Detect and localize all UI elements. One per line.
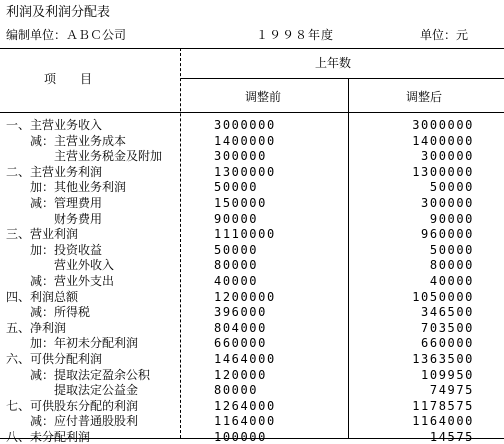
value-before-adjustment: 300000 xyxy=(214,149,267,164)
value-after-adjustment: 1178575 xyxy=(412,398,474,413)
row-label: 财务费用 xyxy=(6,211,103,226)
company-name: 编制单位：ＡＢＣ公司 xyxy=(6,28,127,42)
row-label: 加：年初未分配利润 xyxy=(6,336,139,351)
after-adjustment-header: 调整后 xyxy=(406,90,443,104)
row-label: 加：投资收益 xyxy=(6,242,103,257)
value-column-divider xyxy=(348,78,349,438)
value-before-adjustment: 660000 xyxy=(214,336,267,351)
label-column-divider xyxy=(180,48,181,438)
row-label: 减：主营业务成本 xyxy=(6,133,127,148)
report-year: １９９８年度 xyxy=(256,28,335,42)
row-label: 七、可供股东分配的利润 xyxy=(6,398,139,413)
row-label: 营业外收入 xyxy=(6,258,115,273)
row-label: 加：其他业务利润 xyxy=(6,180,127,195)
value-after-adjustment: 1300000 xyxy=(412,164,474,179)
value-after-adjustment: 300000 xyxy=(421,196,474,210)
value-before-adjustment: 1264000 xyxy=(214,398,276,413)
row-label: 减：提取法定盈余公积 xyxy=(6,367,151,382)
row-label: 二、主营业务利润 xyxy=(6,164,103,179)
value-before-adjustment: 150000 xyxy=(214,196,267,210)
row-label: 减：所得税 xyxy=(6,305,91,320)
value-before-adjustment: 120000 xyxy=(214,367,267,382)
value-after-adjustment: 960000 xyxy=(421,227,474,242)
value-after-adjustment: 80000 xyxy=(429,258,474,273)
value-after-adjustment: 703500 xyxy=(421,320,474,335)
row-label: 五、净利润 xyxy=(6,320,67,335)
row-label: 减：营业外支出 xyxy=(6,274,115,288)
value-after-adjustment: 1363500 xyxy=(412,352,474,366)
value-after-adjustment: 1164000 xyxy=(412,414,474,429)
value-after-adjustment: 1400000 xyxy=(412,133,474,148)
value-before-adjustment: 1164000 xyxy=(214,414,276,429)
row-label: 三、营业利润 xyxy=(6,227,79,242)
value-before-adjustment: 1300000 xyxy=(214,164,276,179)
value-before-adjustment: 40000 xyxy=(214,274,259,288)
row-label: 主营业务税金及附加 xyxy=(6,149,163,164)
header-group-rule xyxy=(181,78,504,79)
value-after-adjustment: 660000 xyxy=(421,336,474,351)
value-after-adjustment: 300000 xyxy=(421,149,474,164)
value-before-adjustment: 1200000 xyxy=(214,289,276,304)
value-before-adjustment: 50000 xyxy=(214,242,259,257)
value-after-adjustment: 109950 xyxy=(421,367,474,382)
row-label: 减：管理费用 xyxy=(6,196,103,210)
value-before-adjustment: 100000 xyxy=(214,430,267,444)
row-label: 八、未分配利润 xyxy=(6,430,91,444)
row-label: 六、可供分配利润 xyxy=(6,352,103,366)
row-label: 一、主营业务收入 xyxy=(6,118,103,132)
before-adjustment-header: 调整前 xyxy=(245,90,282,104)
row-label: 提取法定公益金 xyxy=(6,383,139,398)
value-after-adjustment: 50000 xyxy=(429,242,474,257)
value-after-adjustment: 40000 xyxy=(429,274,474,288)
value-before-adjustment: 1110000 xyxy=(214,227,276,242)
value-after-adjustment: 1050000 xyxy=(412,289,474,304)
value-before-adjustment: 80000 xyxy=(214,258,259,273)
value-after-adjustment: 50000 xyxy=(429,180,474,195)
value-after-adjustment: 74975 xyxy=(429,383,474,398)
value-before-adjustment: 1464000 xyxy=(214,352,276,366)
value-before-adjustment: 3000000 xyxy=(214,118,276,132)
value-before-adjustment: 804000 xyxy=(214,320,267,335)
currency-unit: 单位：元 xyxy=(420,28,469,42)
item-column-header: 项 目 xyxy=(44,72,93,86)
table-top-rule xyxy=(0,48,504,49)
value-after-adjustment: 90000 xyxy=(429,211,474,226)
value-before-adjustment: 50000 xyxy=(214,180,259,195)
prior-year-header: 上年数 xyxy=(315,56,352,70)
value-before-adjustment: 80000 xyxy=(214,383,259,398)
value-before-adjustment: 1400000 xyxy=(214,133,276,148)
report-title: 利润及利润分配表 xyxy=(6,5,111,20)
value-after-adjustment: 3000000 xyxy=(412,118,474,132)
row-label: 四、利润总额 xyxy=(6,289,79,304)
value-before-adjustment: 90000 xyxy=(214,211,259,226)
value-after-adjustment: 346500 xyxy=(421,305,474,320)
row-label: 减：应付普通股股利 xyxy=(6,414,139,429)
header-bottom-rule xyxy=(0,112,504,113)
value-before-adjustment: 396000 xyxy=(214,305,267,320)
value-after-adjustment: 14575 xyxy=(429,430,474,444)
